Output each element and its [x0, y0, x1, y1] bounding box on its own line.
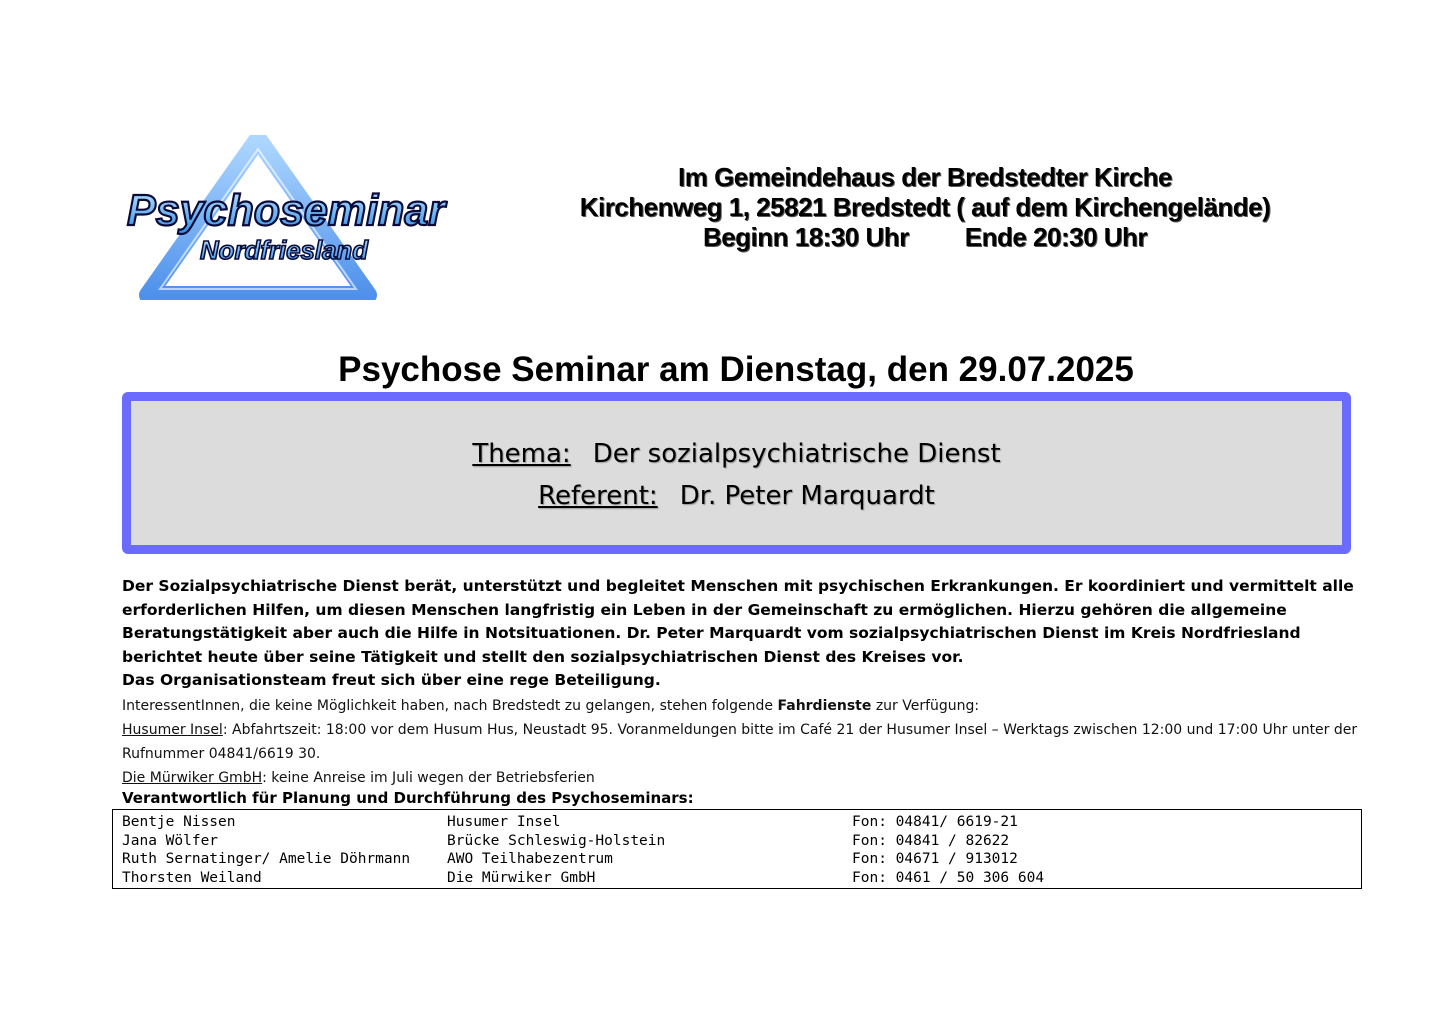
speaker-label: Referent:	[538, 481, 658, 511]
contact-org: Brücke Schleswig-Holstein	[447, 833, 666, 849]
start-time: Beginn 18:30 Uhr	[702, 222, 909, 252]
theme-label: Thema:	[472, 439, 571, 469]
logo-title: Psychoseminar	[127, 186, 448, 235]
logo	[118, 135, 453, 300]
theme-line	[131, 439, 1342, 469]
responsible-title: Verantwortlich für Planung und Durchführung des Psychoseminars:	[122, 789, 694, 807]
table-row	[113, 832, 1361, 851]
contact-name: Bentje Nissen	[122, 814, 236, 830]
table-row	[113, 850, 1361, 869]
event-header	[500, 162, 1350, 252]
speaker-value: Dr. Peter Marquardt	[679, 481, 935, 511]
transport-intro-text: InteressentInnen, die keine Möglichkeit haben, nach Bredstedt zu gelangen, stehen folgende	[122, 698, 774, 714]
theme-value: Der sozialpsychiatrische Dienst	[592, 439, 1001, 469]
contact-phone: Fon: 04841/ 6619-21	[852, 814, 1018, 830]
description-text: Der Sozialpsychiatrische Dienst berät, unterstützt und begleitet Menschen mit psychischen Erkrankungen. Er koordiniert und vermittelt alle erforderlichen Hilfen, um diesen Menschen langfristig ein Leben in der Gemeinschaft zu ermöglichen. Hierzu gehören die allgemeine Beratungstätigkeit aber auch die Hilfe in Notsituationen. Dr. Peter Marquardt vom sozialpsychiatrischen Dienst im Kreis Nordfriesland berichtet heute über seine Tätigkeit und stellt den sozialpsychiatrischen Dienst des Kreises vor.	[122, 577, 1354, 666]
contact-phone: Fon: 04671 / 913012	[852, 851, 1018, 867]
contact-table	[112, 809, 1362, 889]
husum-text: : Abfahrtszeit: 18:00 vor dem Husum Hus, Neustadt 95. Voranmeldungen bitte im Café 21 der Husumer Insel – Werktags zwischen 12:00 und 17:00 Uhr unter der Rufnummer 04841/6619 30.	[122, 722, 1358, 762]
muerwiker-label: Die Mürwiker GmbH	[122, 770, 263, 786]
contact-name: Jana Wölfer	[122, 833, 219, 849]
transport-intro-end: zur Verfügung:	[875, 698, 980, 714]
team-note: Das Organisationsteam freut sich über eine rege Beteiligung.	[122, 671, 661, 689]
contact-phone: Fon: 04841 / 82622	[852, 833, 1010, 849]
topic-box	[122, 392, 1351, 554]
transport-intro	[122, 694, 1362, 718]
event-times	[500, 222, 1350, 252]
transport-intro-bold: Fahrdienste	[777, 698, 872, 714]
page-title: Psychose Seminar am Dienstag, den 29.07.2025	[338, 350, 1134, 389]
table-row	[113, 869, 1361, 888]
husum-label: Husumer Insel	[122, 722, 223, 738]
contact-org: Die Mürwiker GmbH	[447, 870, 596, 886]
muerwiker-transport	[122, 766, 1362, 790]
address: Kirchenweg 1, 25821 Bredstedt ( auf dem Kirchengelände)	[579, 192, 1271, 222]
contact-org: Husumer Insel	[447, 814, 561, 830]
contact-name: Ruth Sernatinger/ Amelie Döhrmann	[122, 851, 411, 867]
logo-subtitle: Nordfriesland	[200, 235, 370, 265]
end-time: Ende 20:30 Uhr	[964, 222, 1148, 252]
psychoseminar-logo	[118, 135, 453, 300]
table-row	[113, 813, 1361, 832]
husum-transport	[122, 718, 1362, 766]
transport-info	[122, 694, 1362, 790]
muerwiker-text: : keine Anreise im Juli wegen der Betriebsferien	[262, 770, 595, 786]
contact-org: AWO Teilhabezentrum	[447, 851, 613, 867]
contact-phone: Fon: 0461 / 50 306 604	[852, 870, 1045, 886]
description	[122, 575, 1362, 693]
speaker-line	[131, 481, 1342, 511]
venue: Im Gemeindehaus der Bredstedter Kirche	[678, 162, 1172, 192]
contact-name: Thorsten Weiland	[122, 870, 262, 886]
